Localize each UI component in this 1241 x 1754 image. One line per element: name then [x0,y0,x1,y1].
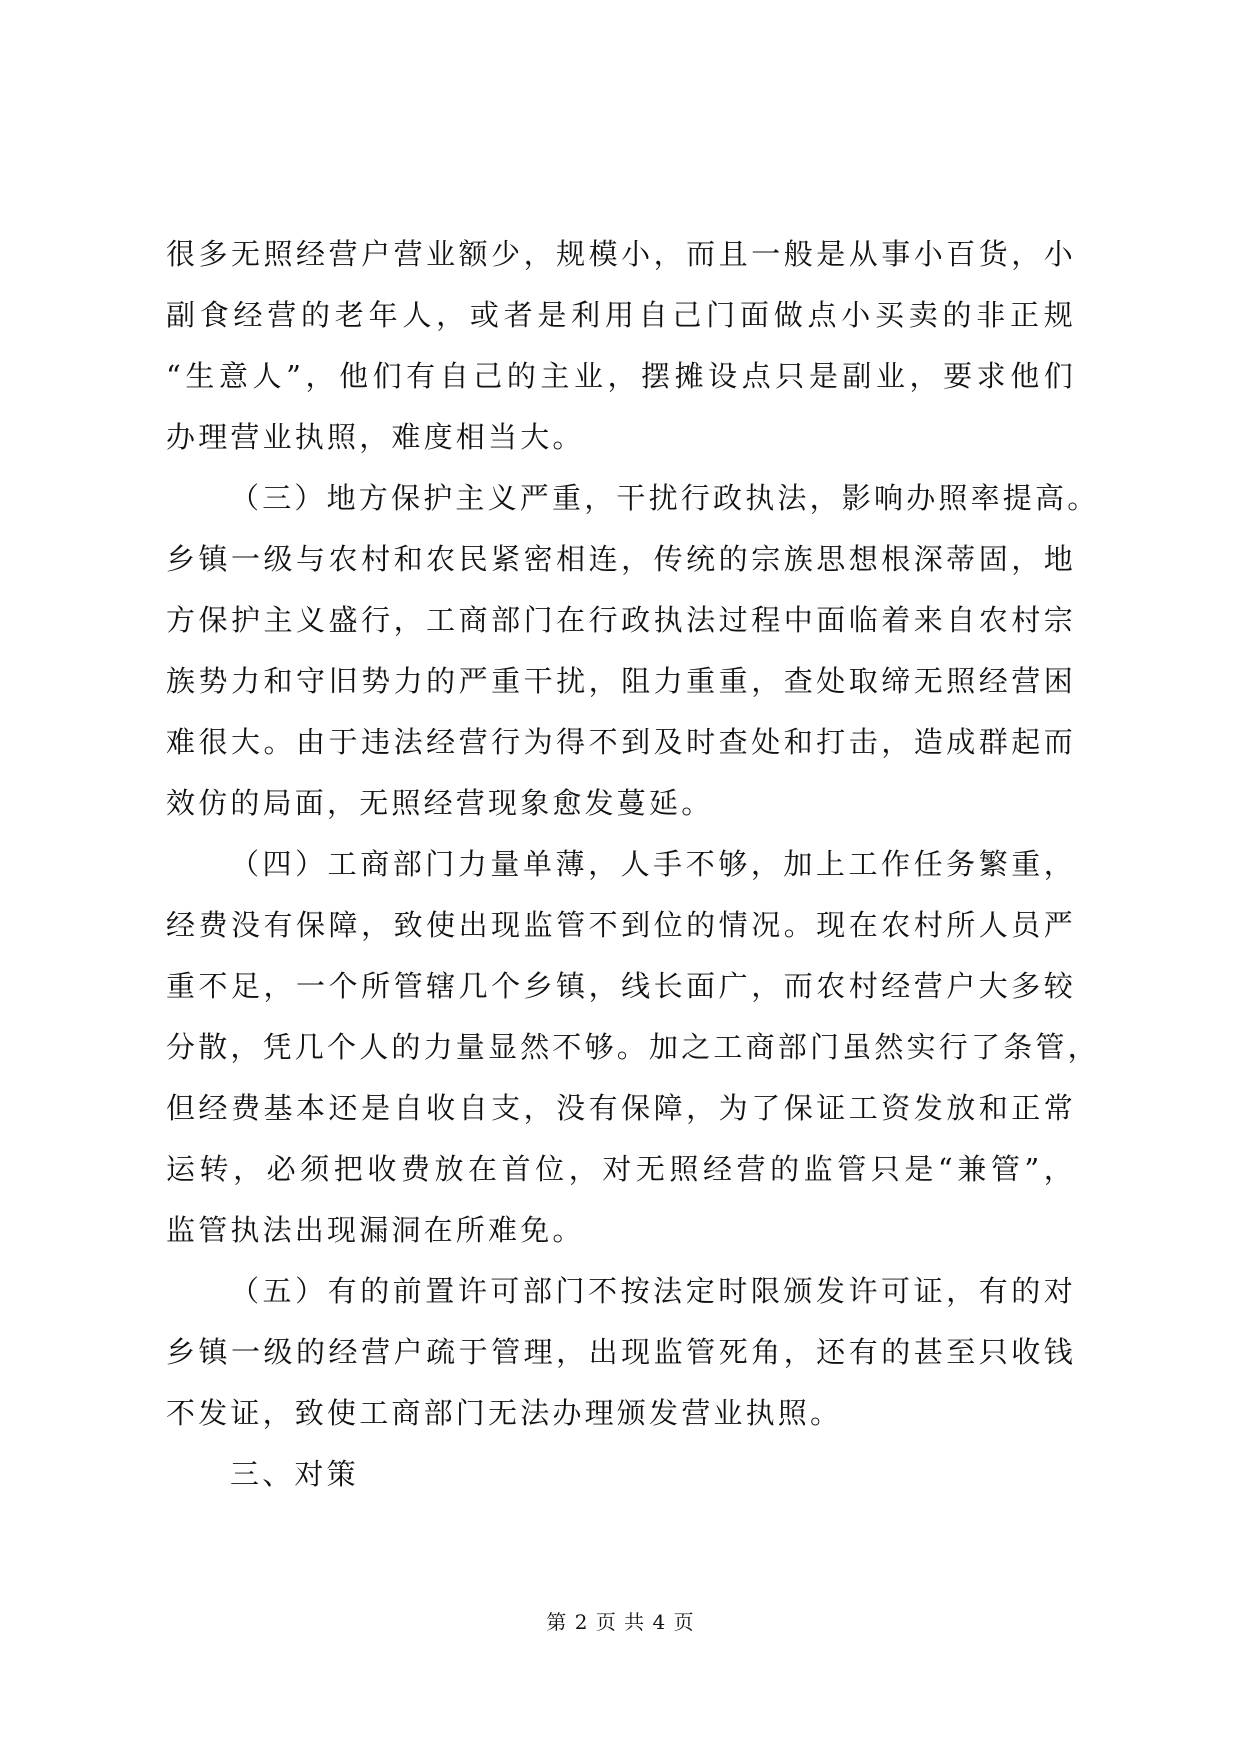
text-line: 方保护主义盛行，工商部门在行政执法过程中面临着来自农村宗 [166,603,1076,637]
text-line: 乡镇一级的经营户疏于管理，出现监管死角，还有的甚至只收钱 [166,1335,1076,1369]
text-line: 运转，必须把收费放在首位，对无照经营的监管只是“兼管”， [166,1152,1076,1186]
text-line: 效仿的局面，无照经营现象愈发蔓延。 [166,786,714,820]
section-heading-four: （四）工商部门力量单薄，人手不够，加上工作任务繁重， [230,847,1076,881]
body-text [166,226,1100,1507]
text-line: 乡镇一级与农村和农民紧密相连，传统的宗族思想根深蒂固，地 [166,542,1076,576]
text-line: 办理营业执照，难度相当大。 [166,420,585,454]
text-line: 难很大。由于违法经营行为得不到及时查处和打击，造成群起而 [166,725,1076,759]
text-line: 分散，凭几个人的力量显然不够。加之工商部门虽然实行了条管， [166,1030,1100,1064]
text-line: 副食经营的老年人，或者是利用自己门面做点小买卖的非正规 [166,298,1076,332]
text-line: 监管执法出现漏洞在所难免。 [166,1213,585,1247]
text-line: 不发证，致使工商部门无法办理颁发营业执照。 [166,1396,843,1430]
text-line: 经费没有保障，致使出现监管不到位的情况。现在农村所人员严 [166,908,1076,942]
section-heading-three: （三）地方保护主义严重，干扰行政执法，影响办照率提高。 [230,481,1100,515]
text-line: 但经费基本还是自收自支，没有保障，为了保证工资发放和正常 [166,1091,1076,1125]
section-heading-countermeasures: 三、对策 [230,1457,359,1491]
text-line: “生意人”，他们有自己的主业，摆摊设点只是副业，要求他们 [166,359,1076,393]
text-line: 族势力和守旧势力的严重干扰，阻力重重，查处取缔无照经营困 [166,664,1076,698]
text-line: 很多无照经营户营业额少，规模小，而且一般是从事小百货，小 [166,237,1076,271]
section-heading-five: （五）有的前置许可部门不按法定时限颁发许可证，有的对 [230,1274,1076,1308]
text-line: 重不足，一个所管辖几个乡镇，线长面广，而农村经营户大多较 [166,969,1076,1003]
page-number-footer: 第 2 页 共 4 页 [546,1610,695,1634]
